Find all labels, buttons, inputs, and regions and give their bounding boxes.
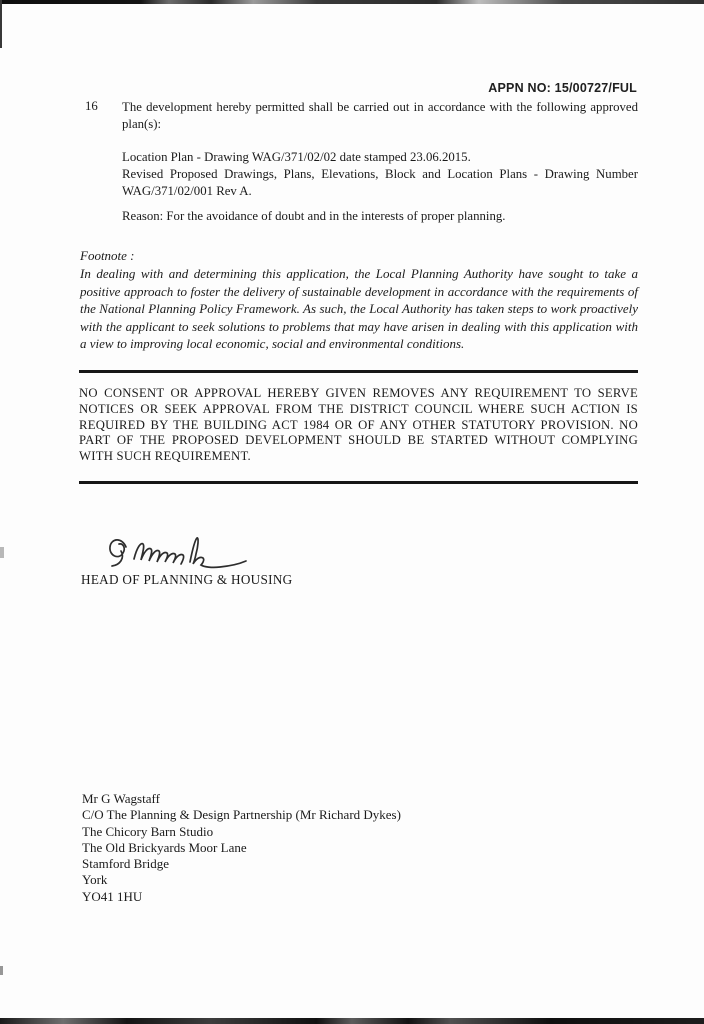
scan-artifact-top-edge [0,0,704,4]
footnote-label: Footnote : [80,248,135,263]
recipient-address [82,791,401,905]
address-line-postcode: YO41 1HU [82,888,143,904]
address-line-building: The Chicory Barn Studio [82,823,214,839]
address-line-name: Mr G Wagstaff [82,791,160,806]
scan-artifact-bottom-edge [0,1018,704,1024]
scan-artifact-smudge [0,966,3,975]
address-line-street: The Old Brickyards Moor Lane [82,839,247,855]
footnote-text: In dealing with and determining this application, the Local Planning Authority have sought to take a positive approach to foster the delivery of sustainable development in accordance with the requirements of the National Planning Policy Framework. As such, the Local Authority has taken steps to work proactively with the applicant to seek solutions to problems that may have arisen in dealing with this application with a view to improving local economic, social and environmental conditions. [80,266,638,351]
condition-text: The development hereby permitted shall be carried out in accordance with the following approved plan(s): [122,100,638,131]
scan-artifact-left-edge [0,0,2,48]
address-line-co: C/O The Planning & Design Partnership (Mr Richard Dykes) [82,807,401,823]
statutory-notice-text: NO CONSENT OR APPROVAL HEREBY GIVEN REMOVES ANY REQUIREMENT TO SERVE NOTICES OR SEEK APPROVAL FROM THE DISTRICT COUNCIL WHERE SUCH ACTION IS REQUIRED BY THE BUILDING ACT 1984 OR OF ANY OTHER STATUTORY PROVISION. NO PART OF THE PROPOSED DEVELOPMENT SHOULD BE STARTED WITHOUT COMPLYING WITH SUCH REQUIREMENT. [79,386,638,464]
address-line-town: Stamford Bridge [82,856,170,872]
application-number: APPN NO: 15/00727/FUL [488,81,637,95]
condition-number: 16 [85,99,98,113]
signatory-title: HEAD OF PLANNING & HOUSING [81,572,293,587]
approved-plan-item: Location Plan - Drawing WAG/371/02/02 date stamped 23.06.2015. [122,150,471,164]
statutory-notice-box [79,370,638,484]
scan-artifact-smudge [0,547,4,558]
signature-ink-icon [104,533,254,573]
approved-plans-list [122,149,638,200]
handwritten-signature [104,533,254,573]
condition-reason: Reason: For the avoidance of doubt and in the interests of proper planning. [122,209,506,223]
address-line-city: York [82,872,108,888]
approved-plan-item: Revised Proposed Drawings, Plans, Elevations, Block and Location Plans - Drawing Number WAG/371/02/001 Rev A. [122,167,638,198]
